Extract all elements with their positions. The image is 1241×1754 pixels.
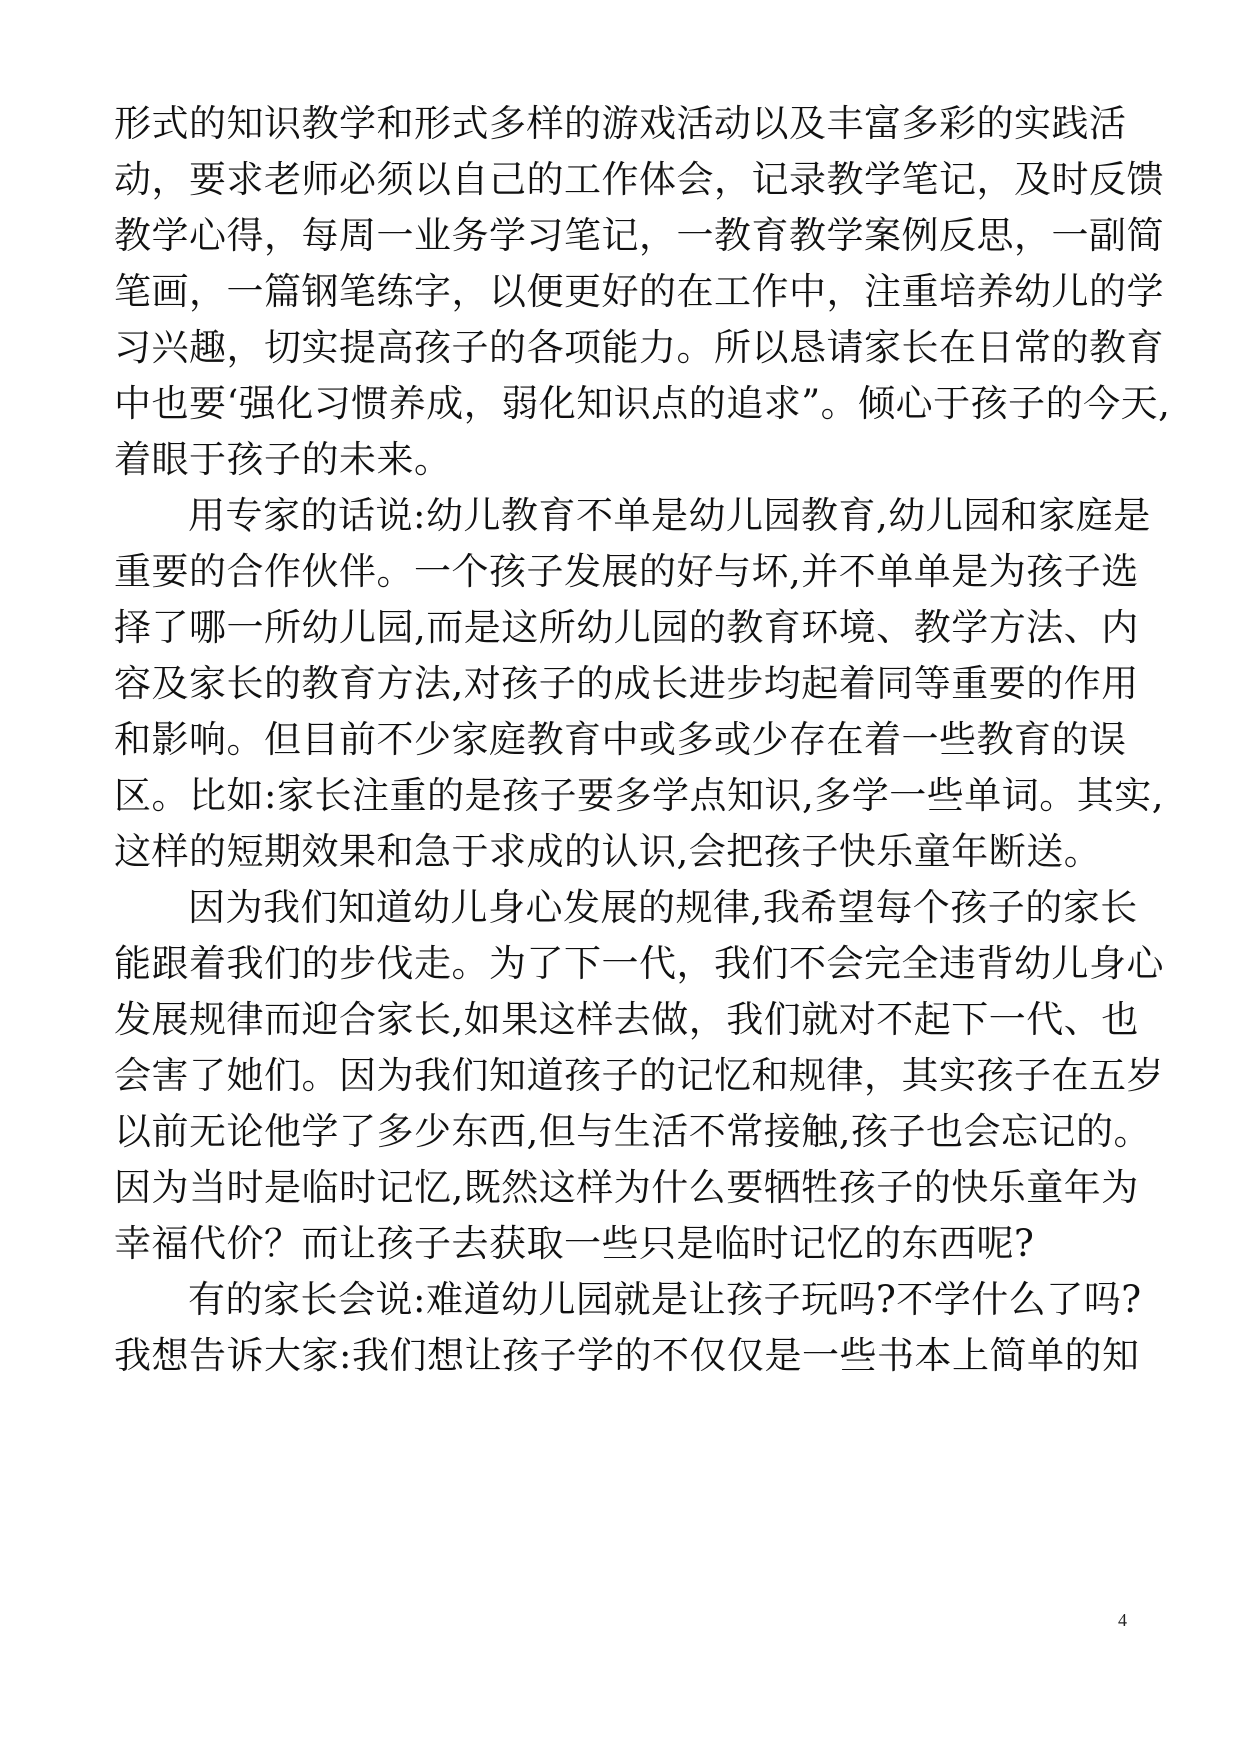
body-text (114, 96, 1171, 1384)
text-line: 形式的知识教学和形式多样的游戏活动以及丰富多彩的实践活 (114, 102, 1127, 145)
page-number: 4 (1118, 1610, 1127, 1630)
text-line: 动，要求老师必须以自己的工作体会，记录教学笔记，及时反馈 (114, 158, 1164, 201)
text-line: 和影响。但目前不少家庭教育中或多或少存在着一些教育的误 (114, 718, 1127, 761)
text-line: 这样的短期效果和急于求成的认识,会把孩子快乐童年断送。 (114, 830, 1102, 873)
text-line: 区。比如:家长注重的是孩子要多学点知识,多学一些单词。其实, (114, 774, 1164, 817)
paragraph-start-line: 有的家长会说:难道幼儿园就是让孩子玩吗?不学什么了吗? (188, 1278, 1142, 1321)
text-line: 笔画，一篇钢笔练字，以便更好的在工作中，注重培养幼儿的学 (114, 270, 1164, 313)
text-line: 幸福代价？而让孩子去获取一些只是临时记忆的东西呢? (114, 1222, 1035, 1265)
text-line: 习兴趣，切实提高孩子的各项能力。所以恳请家长在日常的教育 (114, 326, 1164, 369)
text-line: 容及家长的教育方法,对孩子的成长进步均起着同等重要的作用 (114, 662, 1139, 705)
text-line: 着眼于孩子的未来。 (114, 438, 452, 481)
text-line: 我想告诉大家:我们想让孩子学的不仅仅是一些书本上简单的知 (114, 1334, 1140, 1377)
text-line: 能跟着我们的步伐走。为了下一代，我们不会完全违背幼儿身心 (114, 942, 1164, 985)
text-line: 以前无论他学了多少东西,但与生活不常接触,孩子也会忘记的。 (114, 1110, 1152, 1153)
text-line: 中也要‘强化习惯养成，弱化知识点的追求”。倾心于孩子的今天, (114, 382, 1171, 425)
text-line: 教学心得，每周一业务学习笔记，一教育教学案例反思，一副简 (114, 214, 1164, 257)
text-line: 重要的合作伙伴。一个孩子发展的好与坏,并不单单是为孩子选 (114, 550, 1139, 593)
text-line: 发展规律而迎合家长,如果这样去做，我们就对不起下一代、也 (114, 998, 1139, 1041)
text-line: 择了哪一所幼儿园,而是这所幼儿园的教育环境、教学方法、内 (114, 606, 1139, 649)
paragraph-start-line: 因为我们知道幼儿身心发展的规律,我希望每个孩子的家长 (188, 886, 1138, 929)
text-line: 因为当时是临时记忆,既然这样为什么要牺牲孩子的快乐童年为 (114, 1166, 1139, 1209)
paragraph-start-line: 用专家的话说:幼儿教育不单是幼儿园教育,幼儿园和家庭是 (188, 494, 1151, 537)
text-line: 会害了她们。因为我们知道孩子的记忆和规律，其实孩子在五岁 (114, 1054, 1164, 1097)
